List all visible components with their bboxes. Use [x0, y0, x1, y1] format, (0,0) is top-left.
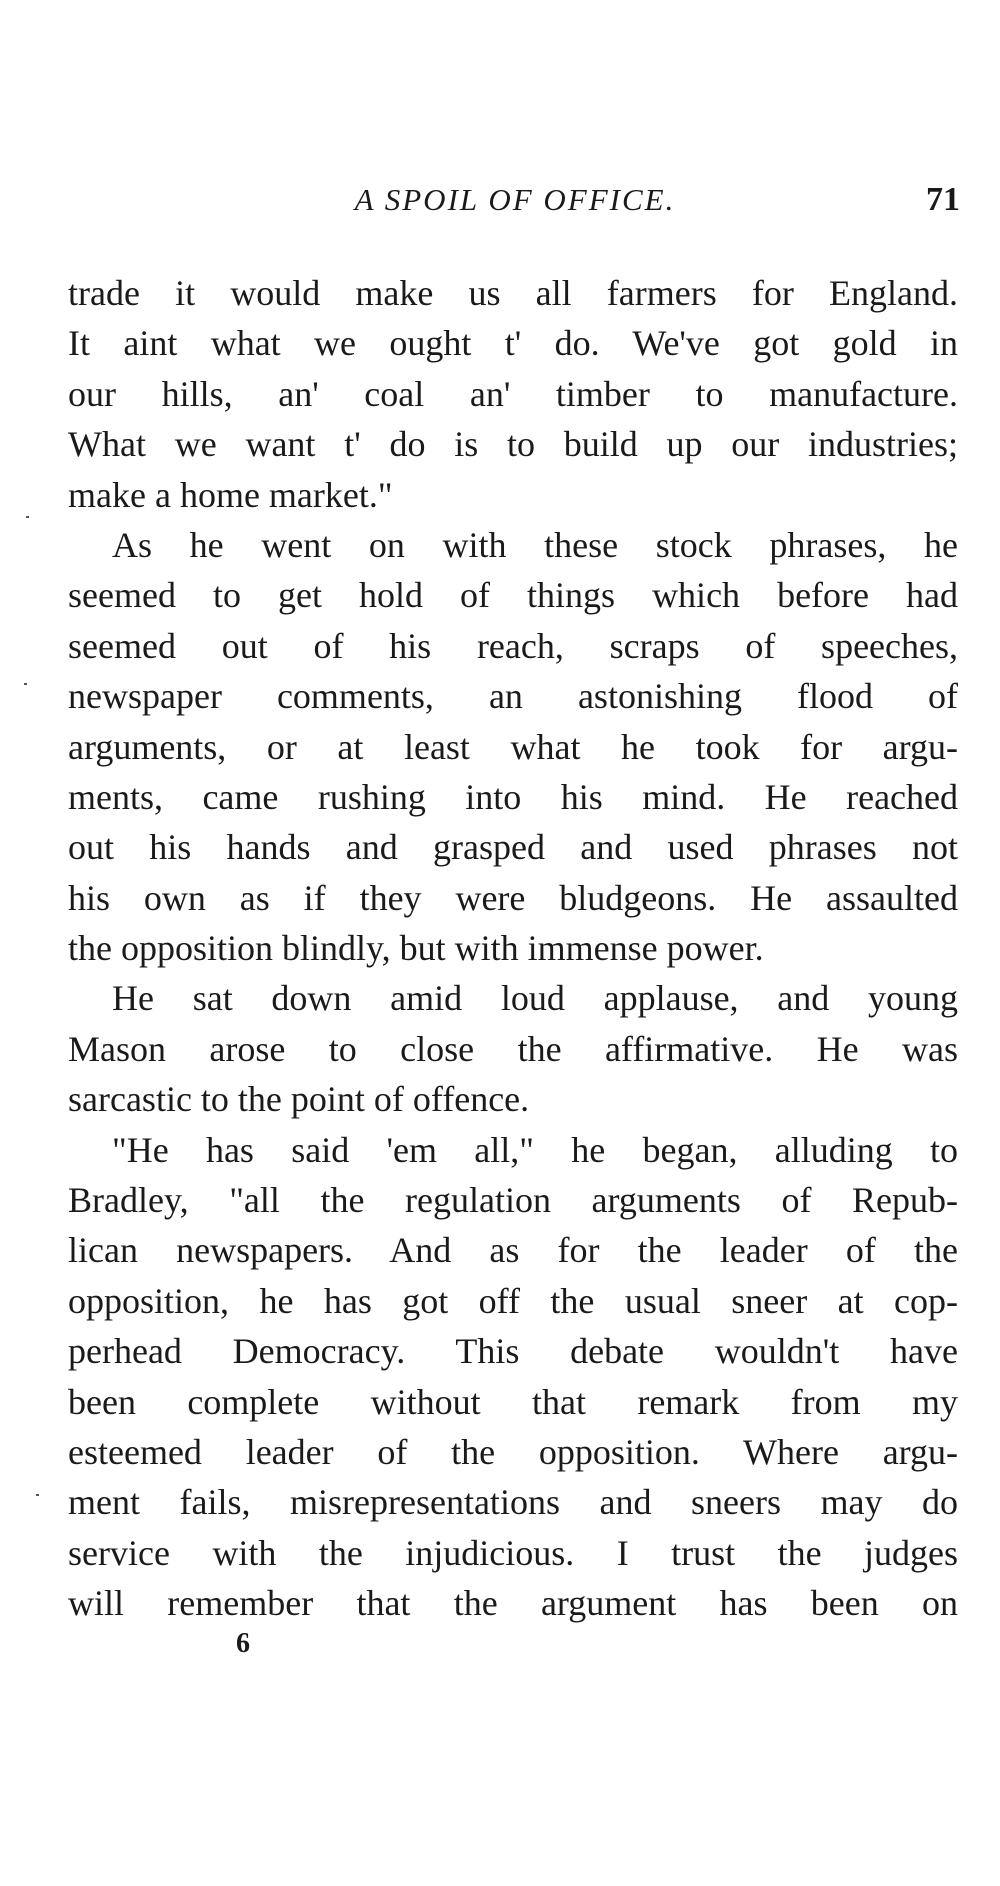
- text-line: ments, came rushing into his mind. He reached: [68, 776, 958, 817]
- text-line: will remember that the argument has been on: [68, 1583, 958, 1624]
- running-title: A SPOIL OF OFFICE.: [354, 182, 676, 217]
- text-line: "He has said 'em all," he began, alluding to: [112, 1129, 958, 1170]
- text-line: Mason arose to close the affirmative. He was: [68, 1028, 958, 1069]
- text-line: esteemed leader of the opposition. Where argu-: [68, 1431, 958, 1472]
- signature-mark: 6: [236, 1628, 250, 1659]
- text-line: seemed out of his reach, scraps of speeches,: [68, 625, 958, 666]
- margin-speck: [24, 683, 27, 685]
- margin-speck: [26, 516, 29, 518]
- text-line: What we want t' do is to build up our industries;: [68, 424, 958, 465]
- text-line: trade it would make us all farmers for England.: [68, 273, 958, 313]
- text-line: the opposition blindly, but with immense power.: [68, 928, 764, 969]
- text-line: lican newspapers. And as for the leader of the: [68, 1230, 958, 1271]
- text-line: make a home market.": [68, 474, 393, 515]
- text-line: ment fails, misrepresentations and sneers may do: [68, 1482, 958, 1523]
- text-line: his own as if they were bludgeons. He assaulted: [68, 877, 958, 918]
- text-line: It aint what we ought t' do. We've got gold in: [68, 323, 958, 364]
- page-number: 71: [926, 181, 960, 218]
- text-line: arguments, or at least what he took for argu-: [68, 726, 958, 767]
- text-line: service with the injudicious. I trust the judges: [68, 1532, 958, 1573]
- text-line: As he went on with these stock phrases, he: [112, 524, 958, 565]
- text-line: out his hands and grasped and used phrases not: [68, 827, 958, 868]
- text-line: been complete without that remark from my: [68, 1381, 958, 1422]
- text-line: our hills, an' coal an' timber to manufacture.: [68, 373, 958, 414]
- text-line: Bradley, "all the regulation arguments of Repub-: [68, 1180, 958, 1221]
- margin-speck: [36, 1494, 39, 1496]
- running-head: [70, 178, 960, 222]
- text-line: seemed to get hold of things which before had: [68, 575, 958, 616]
- text-line: newspaper comments, an astonishing flood of: [68, 676, 958, 717]
- text-line: perhead Democracy. This debate wouldn't have: [68, 1331, 958, 1372]
- text-line: opposition, he has got off the usual sneer at cop-: [68, 1280, 958, 1321]
- body-text: [68, 268, 958, 1629]
- text-line: sarcastic to the point of offence.: [68, 1079, 530, 1120]
- text-line: He sat down amid loud applause, and young: [112, 978, 958, 1019]
